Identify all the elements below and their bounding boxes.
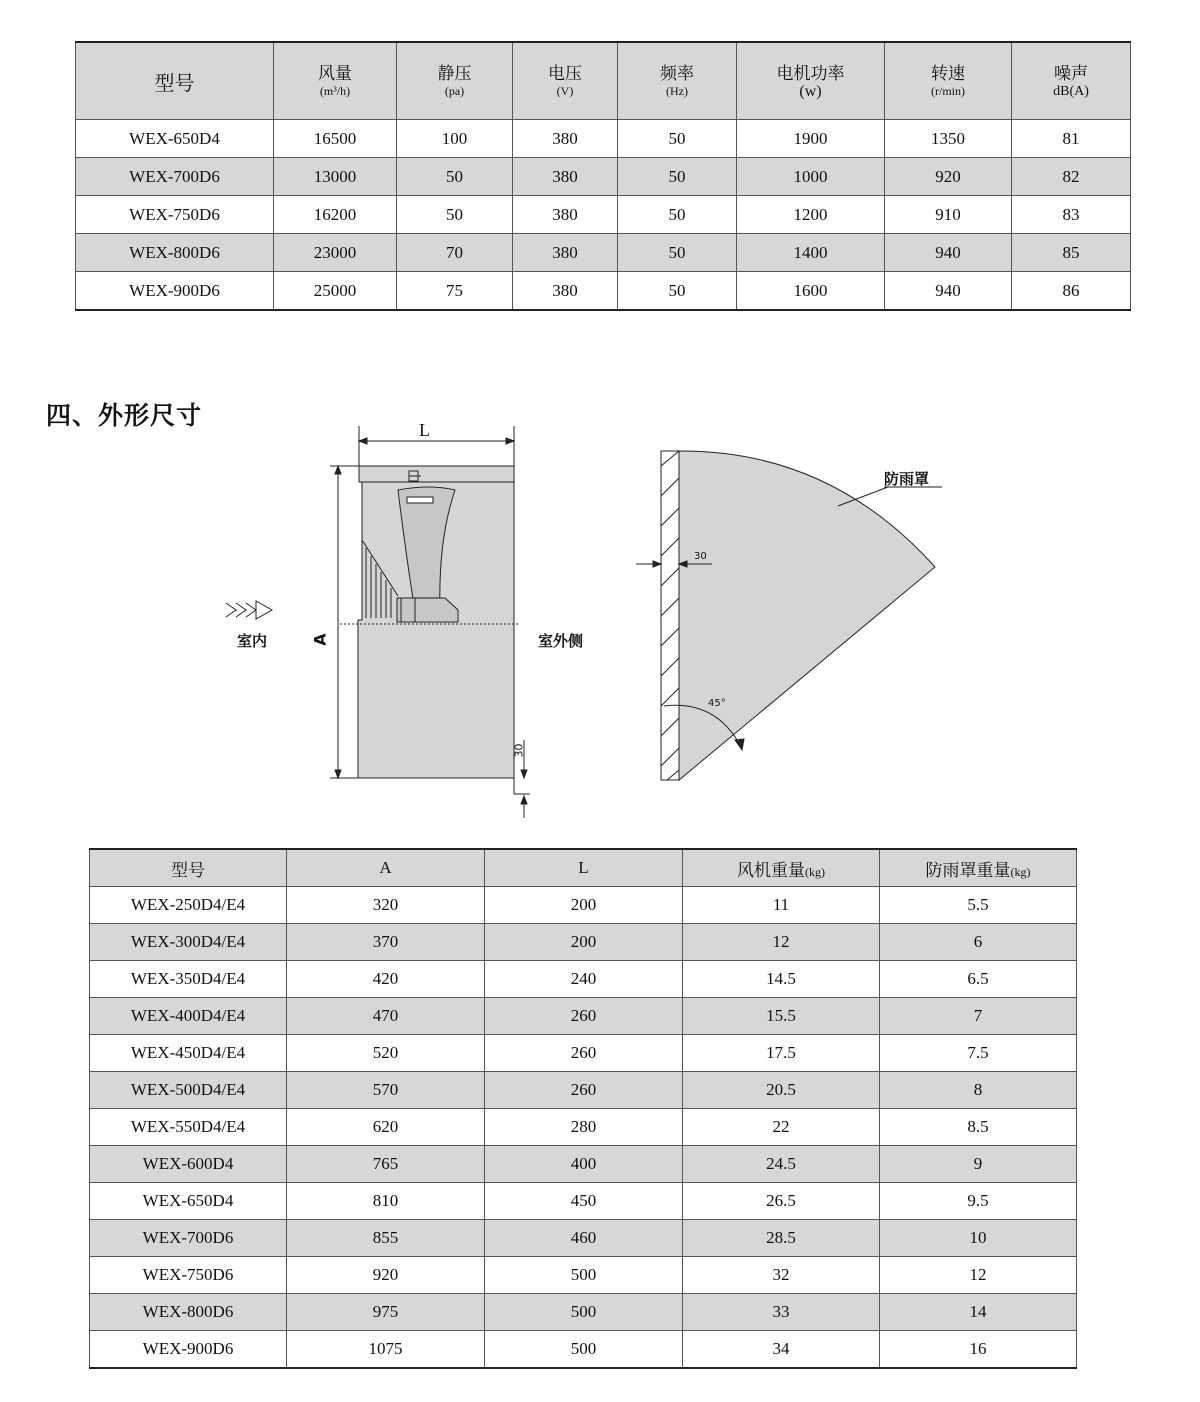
dimension-L [359,426,514,466]
table-cell: 50 [618,272,737,311]
header-motor-power: 电机功率 (w) [737,42,885,120]
table-cell: 1600 [737,272,885,311]
table-cell: 14 [880,1294,1077,1331]
dimension-row [90,1072,1077,1109]
label-L: L [419,420,430,440]
table-cell: 10 [880,1220,1077,1257]
dimension-row [90,1331,1077,1369]
table-cell: 7.5 [880,1035,1077,1072]
table-cell: 82 [1012,158,1131,196]
table-cell: 200 [485,887,683,924]
fan-side-view [340,466,520,778]
table-cell: 920 [885,158,1012,196]
dim-header-fan-weight: 风机重量(kg) [683,849,880,887]
table-cell: WEX-400D4/E4 [90,998,287,1035]
table-cell: 34 [683,1331,880,1369]
table-cell: 500 [485,1257,683,1294]
table-cell: 17.5 [683,1035,880,1072]
table-cell: 520 [287,1035,485,1072]
table-cell: 6.5 [880,961,1077,998]
table-cell: 85 [1012,234,1131,272]
table-cell: 32 [683,1257,880,1294]
table-cell: 33 [683,1294,880,1331]
table-cell: 620 [287,1109,485,1146]
table-cell: WEX-600D4 [90,1146,287,1183]
dimension-row [90,1220,1077,1257]
table-cell: 975 [287,1294,485,1331]
header-speed: 转速 (r/min) [885,42,1012,120]
table-cell: 81 [1012,120,1131,158]
dimension-row [90,961,1077,998]
table-cell: 13000 [274,158,397,196]
table-cell: WEX-650D4 [76,120,274,158]
dimension-row [90,924,1077,961]
label-indoor: 室内 [237,632,268,650]
table-cell: 380 [513,158,618,196]
label-rain-cover: 防雨罩 [884,470,930,488]
header-voltage: 电压 (V) [513,42,618,120]
table-cell: 1200 [737,196,885,234]
table-cell: 11 [683,887,880,924]
table-cell: 380 [513,120,618,158]
table-cell: 75 [397,272,513,311]
label-30-bottom: 30 [512,743,526,758]
table-cell: WEX-550D4/E4 [90,1109,287,1146]
table-cell: WEX-250D4/E4 [90,887,287,924]
table-cell: 380 [513,196,618,234]
table-cell: 16 [880,1331,1077,1369]
table-cell: WEX-800D6 [90,1294,287,1331]
table-cell: 28.5 [683,1220,880,1257]
header-noise: 噪声 dB(A) [1012,42,1131,120]
table-cell: 570 [287,1072,485,1109]
section-heading: 四、外形尺寸 [46,401,203,430]
dim-header-L: L [485,849,683,887]
table-cell: WEX-350D4/E4 [90,961,287,998]
table-cell: 50 [397,196,513,234]
table-cell: 280 [485,1109,683,1146]
dimension-row [90,1183,1077,1220]
table-cell: 100 [397,120,513,158]
dim-header-A: A [287,849,485,887]
table-cell: 5.5 [880,887,1077,924]
table-cell: 50 [397,158,513,196]
table-cell: 9 [880,1146,1077,1183]
dimension-row [90,998,1077,1035]
dimension-row [90,1257,1077,1294]
table-cell: 380 [513,272,618,311]
table-cell: WEX-900D6 [90,1331,287,1369]
airflow-arrow-icon [226,601,272,619]
dim-header-cover-weight: 防雨罩重量(kg) [880,849,1077,887]
label-angle: 45° [708,698,726,709]
label-outdoor: 室外侧 [538,632,584,650]
table-cell: 24.5 [683,1146,880,1183]
table-cell: WEX-750D6 [76,196,274,234]
table-cell: 20.5 [683,1072,880,1109]
table-cell: 1350 [885,120,1012,158]
header-model: 型号 [76,42,274,120]
table-cell: 260 [485,1035,683,1072]
dimension-row [90,887,1077,924]
table-cell: 25000 [274,272,397,311]
table-cell: 23000 [274,234,397,272]
table-cell: 50 [618,196,737,234]
table-cell: 420 [287,961,485,998]
table-cell: 50 [618,234,737,272]
dimension-table [89,848,1077,1369]
table-cell: 500 [485,1294,683,1331]
table-cell: WEX-750D6 [90,1257,287,1294]
table-cell: 22 [683,1109,880,1146]
dimension-header-row [90,849,1077,887]
table-cell: 240 [485,961,683,998]
table-cell: WEX-500D4/E4 [90,1072,287,1109]
table-cell: WEX-700D6 [90,1220,287,1257]
table-cell: 470 [287,998,485,1035]
table-cell: 50 [618,158,737,196]
label-30-wall: 30 [694,551,707,562]
table-cell: 370 [287,924,485,961]
header-static-pressure: 静压 (pa) [397,42,513,120]
table-cell: 260 [485,1072,683,1109]
table-cell: WEX-800D6 [76,234,274,272]
table-cell: 450 [485,1183,683,1220]
table-cell: 920 [287,1257,485,1294]
table-cell: 26.5 [683,1183,880,1220]
table-cell: 200 [485,924,683,961]
dimension-table-body [90,887,1077,1369]
table-cell: 380 [513,234,618,272]
table-cell: 855 [287,1220,485,1257]
label-A: A [310,633,330,646]
table-cell: 260 [485,998,683,1035]
table-cell: WEX-900D6 [76,272,274,311]
table-cell: 14.5 [683,961,880,998]
table-cell: 1075 [287,1331,485,1369]
table-cell: 83 [1012,196,1131,234]
table-cell: 910 [885,196,1012,234]
table-cell: WEX-650D4 [90,1183,287,1220]
table-cell: WEX-700D6 [76,158,274,196]
table-cell: 12 [880,1257,1077,1294]
table-cell: 8.5 [880,1109,1077,1146]
table-cell: 765 [287,1146,485,1183]
table-cell: 7 [880,998,1077,1035]
dimension-row [90,1294,1077,1331]
dimension-A [330,466,359,778]
table-cell: 940 [885,234,1012,272]
table-cell: 16500 [274,120,397,158]
dim-header-model: 型号 [90,849,287,887]
dimension-row [90,1109,1077,1146]
header-airflow: 风量 (m³/h) [274,42,397,120]
dimension-row [90,1146,1077,1183]
table-cell: 86 [1012,272,1131,311]
table-cell: 12 [683,924,880,961]
table-cell: 6 [880,924,1077,961]
table-cell: 500 [485,1331,683,1369]
table-cell: 940 [885,272,1012,311]
table-cell: 460 [485,1220,683,1257]
table-cell: 810 [287,1183,485,1220]
table-cell: 16200 [274,196,397,234]
table-cell: WEX-450D4/E4 [90,1035,287,1072]
table-cell: WEX-300D4/E4 [90,924,287,961]
table-cell: 15.5 [683,998,880,1035]
table-cell: 1000 [737,158,885,196]
table-cell: 320 [287,887,485,924]
header-frequency: 频率 (Hz) [618,42,737,120]
table-cell: 1400 [737,234,885,272]
table-cell: 70 [397,234,513,272]
table-cell: 1900 [737,120,885,158]
table-cell: 400 [485,1146,683,1183]
dimension-row [90,1035,1077,1072]
table-cell: 8 [880,1072,1077,1109]
table-cell: 50 [618,120,737,158]
rain-cover-view [636,451,942,780]
table-cell: 9.5 [880,1183,1077,1220]
